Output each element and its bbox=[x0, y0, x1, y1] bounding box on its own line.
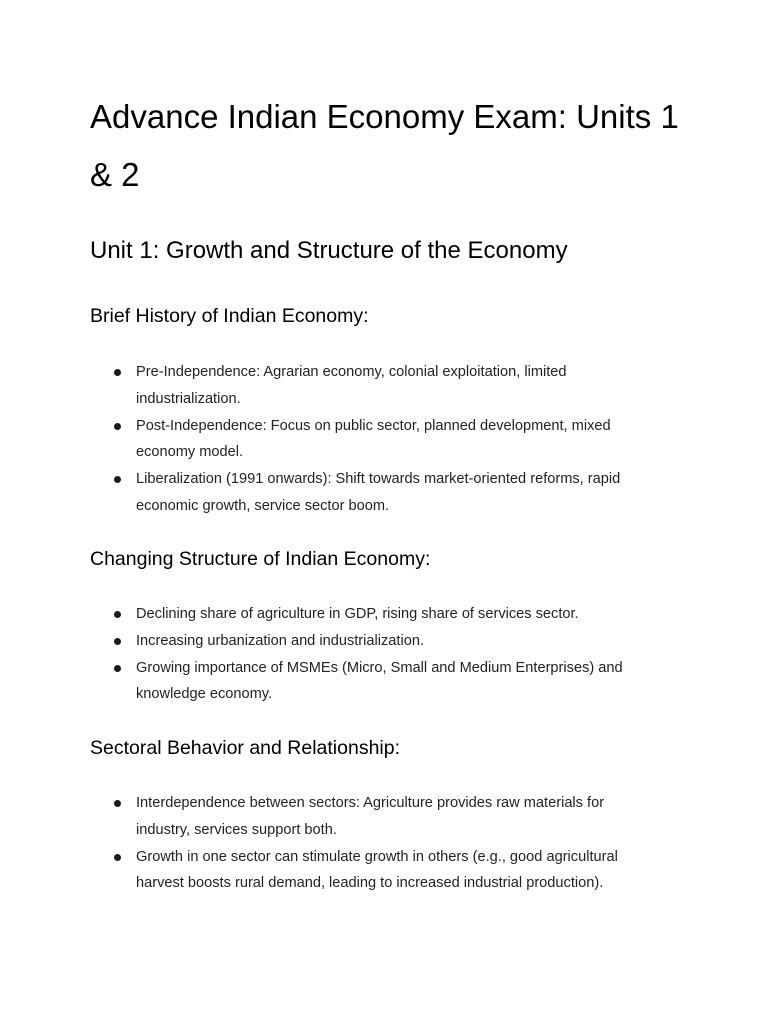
bullet-icon bbox=[114, 854, 121, 861]
bullet-list-sectoral-behavior bbox=[90, 790, 660, 897]
document-title: Advance Indian Economy Exam: Units 1 & 2 bbox=[90, 98, 679, 193]
list-item bbox=[90, 790, 660, 844]
bullet-icon bbox=[114, 476, 121, 483]
list-item bbox=[90, 466, 660, 520]
bullet-icon bbox=[114, 800, 121, 807]
section-heading-changing-structure: Changing Structure of Indian Economy: bbox=[90, 548, 431, 570]
section-heading-brief-history: Brief History of Indian Economy: bbox=[90, 305, 369, 327]
section-heading-sectoral-behavior: Sectoral Behavior and Relationship: bbox=[90, 737, 401, 759]
list-item-text: Interdependence between sectors: Agriculture provides raw materials for industry, services support both. bbox=[136, 795, 605, 838]
bullet-icon bbox=[114, 638, 121, 645]
bullet-list-changing-structure bbox=[90, 601, 660, 708]
unit-heading: Unit 1: Growth and Structure of the Economy bbox=[90, 237, 568, 264]
list-item-text: Post-Independence: Focus on public sector, planned development, mixed economy model. bbox=[136, 417, 611, 461]
list-item bbox=[90, 844, 660, 898]
list-item bbox=[90, 601, 660, 628]
list-item-text: Liberalization (1991 onwards): Shift towards market-oriented reforms, rapid economic growth, service sector boom. bbox=[136, 471, 621, 514]
bullet-icon bbox=[114, 423, 121, 430]
list-item-text: Increasing urbanization and industrialization. bbox=[136, 632, 424, 649]
list-item bbox=[90, 655, 660, 709]
bullet-icon bbox=[114, 369, 121, 376]
bullet-icon bbox=[114, 611, 121, 618]
list-item bbox=[90, 413, 660, 467]
bullet-icon bbox=[114, 665, 121, 672]
list-item bbox=[90, 628, 660, 655]
bullet-list-brief-history bbox=[90, 359, 660, 520]
list-item-text: Growth in one sector can stimulate growth in others (e.g., good agricultural harvest boosts rural demand, leading to increased industrial production). bbox=[136, 848, 618, 892]
list-item-text: Pre-Independence: Agrarian economy, colonial exploitation, limited industrialization. bbox=[136, 364, 567, 407]
list-item-text: Growing importance of MSMEs (Micro, Small and Medium Enterprises) and knowledge economy. bbox=[136, 659, 623, 703]
list-item-text: Declining share of agriculture in GDP, rising share of services sector. bbox=[136, 606, 579, 622]
list-item bbox=[90, 359, 660, 413]
